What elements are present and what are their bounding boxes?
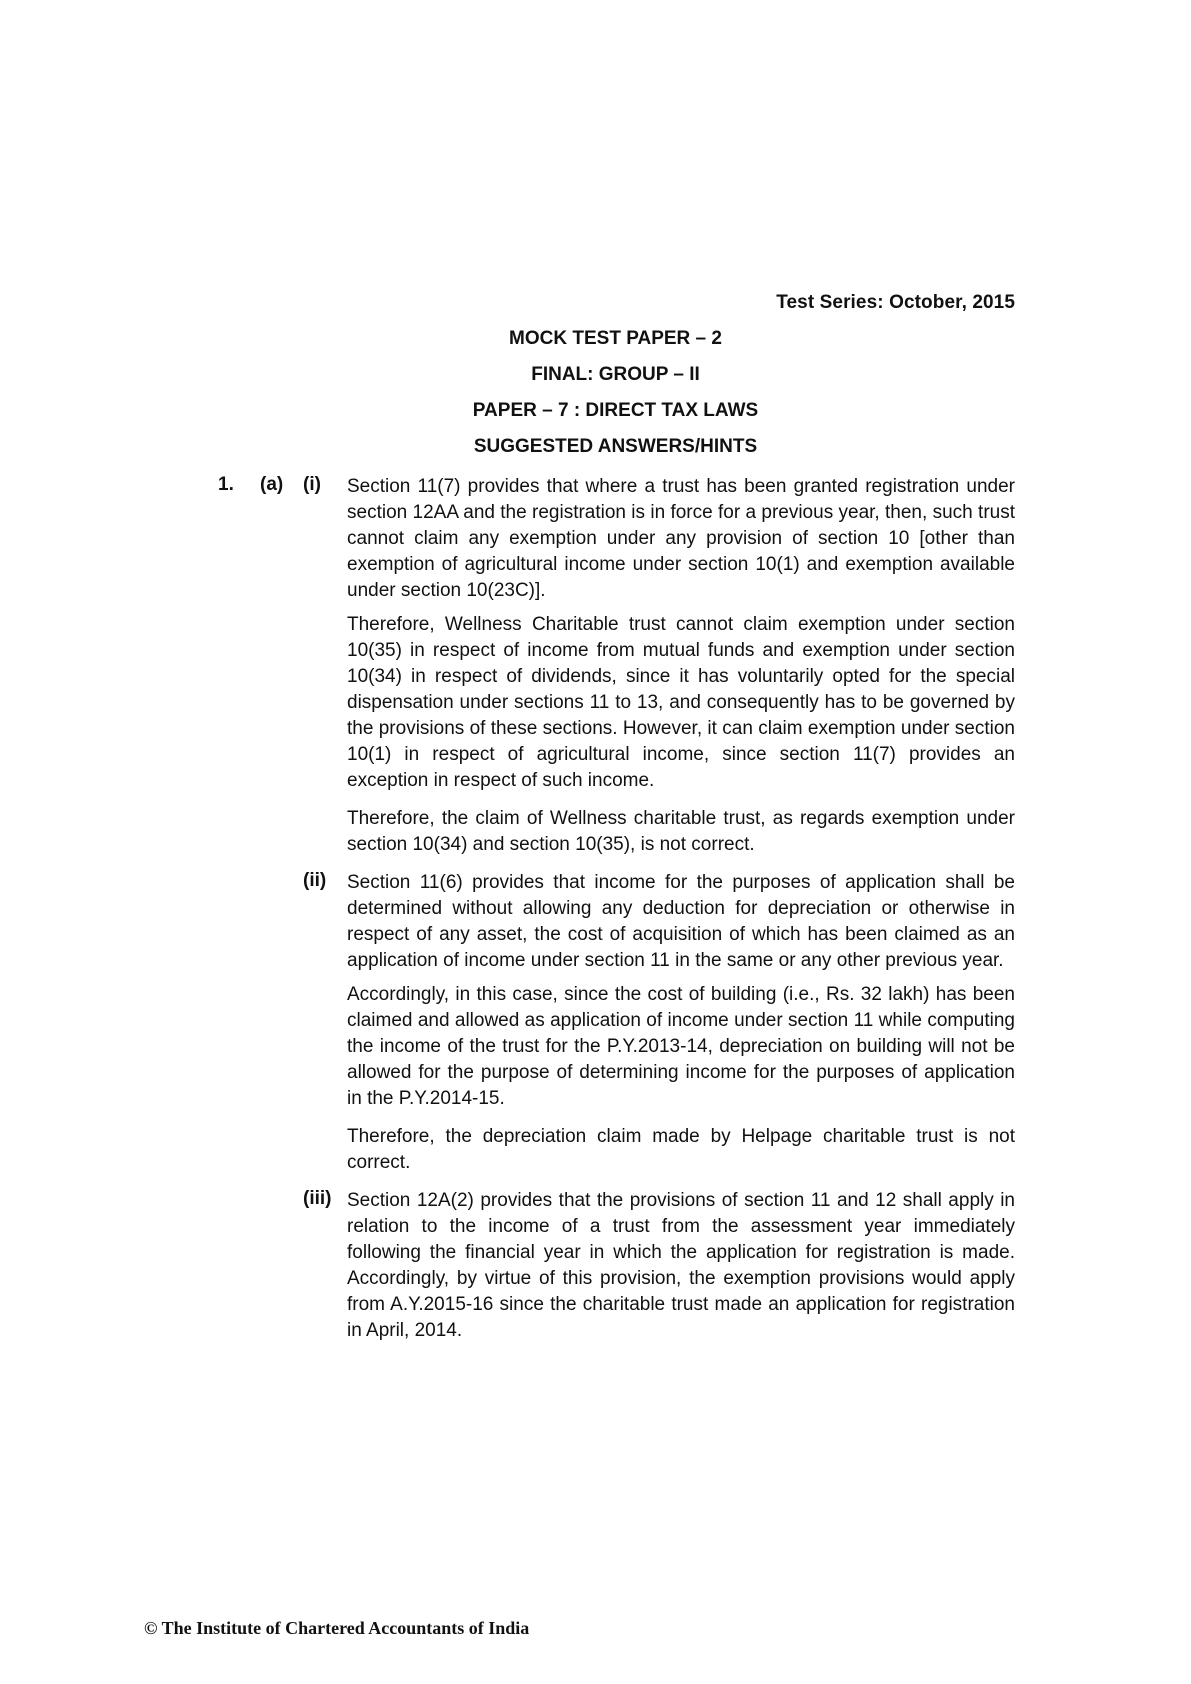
paper-title: MOCK TEST PAPER – 2 — [509, 328, 722, 349]
subject-title: PAPER – 7 : DIRECT TAX LAWS — [472, 400, 759, 421]
item-i-paragraph-1: Section 11(7) provides that where a trust has been granted registration under section 12AA and the registration is in force for a previous year, then, such trust cannot claim any exemption under any provision of section 10 [other than exemption of agricultural income under section 10(1) and exemption available under section 10(23C)]. — [347, 476, 1015, 601]
question-part: (a) — [260, 474, 284, 495]
item-label-ii: (ii) — [303, 870, 327, 891]
item-label-i: (i) — [303, 474, 321, 495]
question-number: 1. — [218, 474, 234, 495]
test-series-label: Test Series: October, 2015 — [776, 292, 1015, 313]
item-ii-paragraph-1: Section 11(6) provides that income for the purposes of application shall be determined without allowing any deduction for depreciation or otherwise in respect of any asset, the cost of acquisition of which has been claimed as an application of income under section 11 in the same or any other previous year. — [347, 872, 1015, 971]
copyright-footer: © The Institute of Chartered Accountants of India — [144, 1618, 530, 1638]
item-i-paragraph-2: Therefore, Wellness Charitable trust cannot claim exemption under section 10(35) in respect of income from mutual funds and exemption under section 10(34) in respect of dividends, since it has voluntarily opted for the special dispensation under sections 11 to 13, and consequently has to be governed by the provisions of these sections. However, it can claim exemption under section 10(1) in respect of agricultural income, since section 11(7) provides an exception in respect of such income. — [347, 614, 1015, 791]
item-ii-paragraph-2: Accordingly, in this case, since the cost of building (i.e., Rs. 32 lakh) has been claimed and allowed as application of income under section 11 while computing the income of the trust for the P.Y.2013-14, depreciation on building will not be allowed for the purpose of determining income for the purposes of application in the P.Y.2014-15. — [347, 984, 1015, 1109]
item-ii-paragraph-3: Therefore, the depreciation claim made by Helpage charitable trust is not correct. — [347, 1126, 1015, 1173]
item-i-paragraph-3: Therefore, the claim of Wellness charitable trust, as regards exemption under section 10(34) and section 10(35), is not correct. — [347, 808, 1015, 855]
answers-title: SUGGESTED ANSWERS/HINTS — [473, 436, 758, 457]
item-iii-paragraph-1: Section 12A(2) provides that the provisions of section 11 and 12 shall apply in relation to the income of a trust from the assessment year immediately following the financial year in which the application for registration is made. Accordingly, by virtue of this provision, the exemption provisions would apply from A.Y.2015-16 since the charitable trust made an application for registration in April, 2014. — [347, 1190, 1015, 1341]
item-label-iii: (iii) — [303, 1188, 332, 1209]
group-title: FINAL: GROUP – II — [531, 364, 700, 385]
